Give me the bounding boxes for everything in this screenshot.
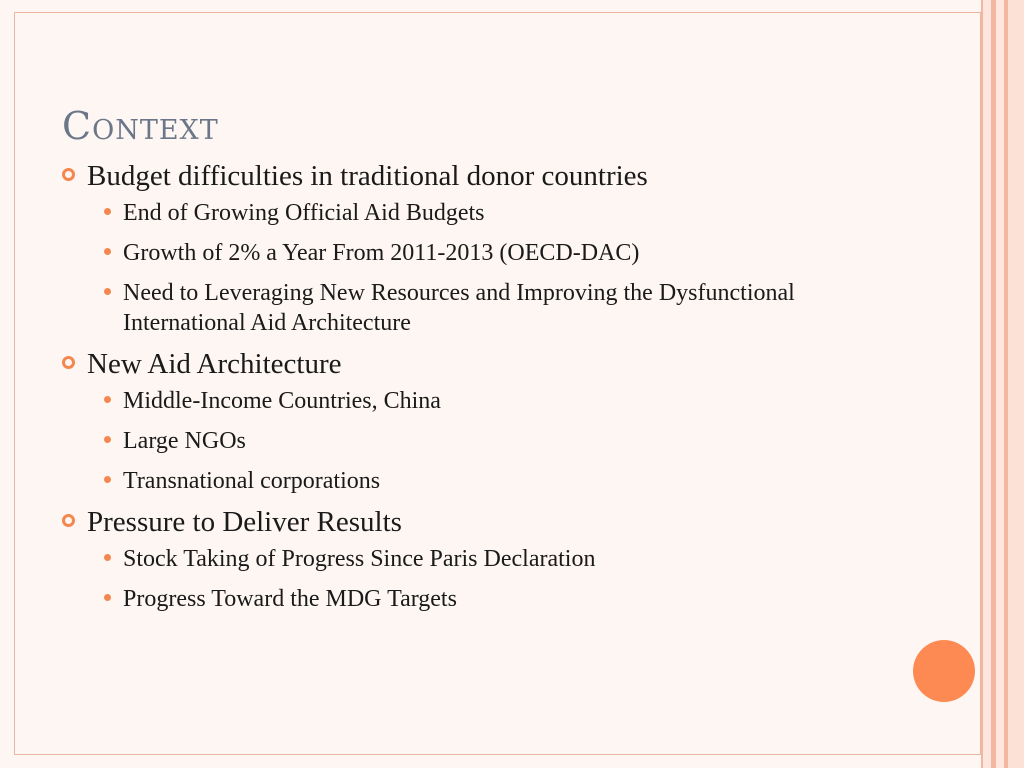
dot-bullet-icon (104, 208, 111, 215)
dot-bullet-icon (104, 396, 111, 403)
sub-list-item (104, 466, 912, 496)
dot-bullet-icon (104, 288, 111, 295)
ring-bullet-icon (62, 514, 75, 527)
list-item (62, 158, 912, 338)
sub-list-item (104, 584, 912, 614)
bullet-heading-text: New Aid Architecture (87, 348, 342, 380)
sub-list-item (104, 198, 912, 228)
sub-list-item (104, 386, 912, 416)
list-item (62, 504, 912, 614)
decorative-stripe (1008, 0, 1024, 768)
sub-bullet-list (104, 544, 912, 614)
decorative-stripe (996, 0, 1004, 768)
dot-bullet-icon (104, 436, 111, 443)
sub-bullet-text: Growth of 2% a Year From 2011-2013 (OECD-DAC) (123, 240, 640, 266)
slide-title: Context (62, 104, 219, 148)
bullet-heading-text: Budget difficulties in traditional donor countries (87, 160, 648, 192)
sub-list-item (104, 544, 912, 574)
sub-bullet-text: Transnational corporations (123, 468, 381, 494)
sub-list-item (104, 238, 912, 268)
bullet-list (62, 158, 912, 614)
sub-bullet-list (104, 386, 912, 496)
dot-bullet-icon (104, 248, 111, 255)
sub-bullet-list (104, 198, 912, 338)
bullet-heading (62, 504, 912, 540)
slide-content (62, 158, 912, 622)
sub-bullet-text: Need to Leveraging New Resources and Improving the Dysfunctional International Aid Architecture (123, 280, 795, 336)
bullet-heading (62, 158, 912, 194)
ring-bullet-icon (62, 168, 75, 181)
bullet-heading (62, 346, 912, 382)
sub-bullet-text: Stock Taking of Progress Since Paris Declaration (123, 546, 596, 572)
dot-bullet-icon (104, 476, 111, 483)
bullet-heading-text: Pressure to Deliver Results (87, 506, 402, 538)
sub-bullet-text: Large NGOs (123, 428, 246, 454)
sub-bullet-text: End of Growing Official Aid Budgets (123, 200, 485, 226)
sub-bullet-text: Middle-Income Countries, China (123, 388, 441, 414)
dot-bullet-icon (104, 594, 111, 601)
sub-list-item (104, 426, 912, 456)
dot-bullet-icon (104, 554, 111, 561)
decorative-stripe (981, 0, 991, 768)
sub-bullet-text: Progress Toward the MDG Targets (123, 586, 457, 612)
ring-bullet-icon (62, 356, 75, 369)
sub-list-item (104, 278, 912, 338)
list-item (62, 346, 912, 496)
decorative-circle (913, 640, 975, 702)
